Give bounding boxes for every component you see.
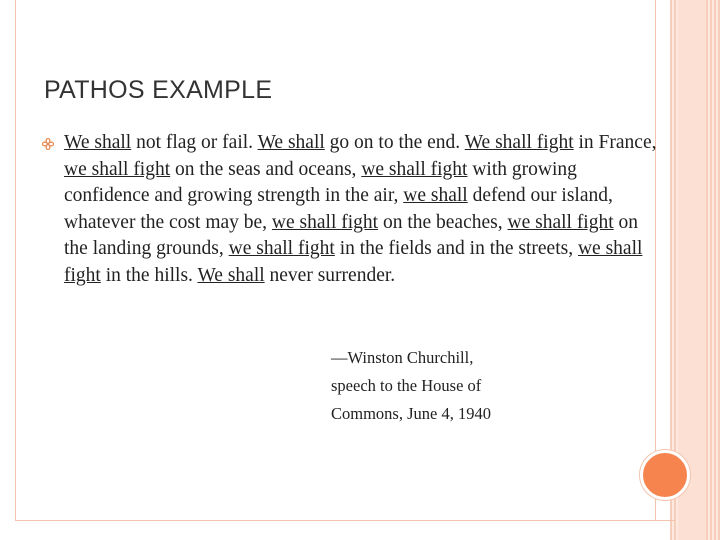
quote-underlined-segment: We shall <box>197 264 265 286</box>
attribution <box>331 344 491 428</box>
quote-underlined-segment: We shall <box>257 132 325 153</box>
quote-underlined-segment: we shall fight <box>228 238 335 260</box>
quote-segment: defend our island, whatever the cost may be, <box>64 185 613 233</box>
quote-underlined-segment: we shall fight <box>507 211 614 233</box>
slide-title: PATHOS EXAMPLE <box>44 76 273 104</box>
bottom-border-rule <box>15 520 675 521</box>
quote-segment: never surrender. <box>264 264 396 286</box>
quote-segment: in the hills. <box>100 264 198 286</box>
quote-underlined-segment: we shall fight <box>271 211 379 233</box>
decorative-circle <box>640 450 690 500</box>
quote-underlined-segment: We shall fight <box>464 132 574 153</box>
quote-segment: with growing confidence and growing strength in the air, <box>64 158 577 207</box>
quote-underlined-segment: we shall fight <box>64 158 171 180</box>
attribution-line: —Winston Churchill, <box>331 348 474 367</box>
quote-segment: in the fields and in the streets, <box>334 238 578 260</box>
quote-text <box>64 130 664 290</box>
quote-segment: on the landing grounds, <box>64 211 639 260</box>
quote-underlined-segment: We shall <box>64 132 132 153</box>
quote-segment: go on to the end. <box>324 132 465 153</box>
attribution-line: Commons, June 4, 1940 <box>331 404 491 423</box>
quote-segment: on the seas and oceans, <box>170 158 362 180</box>
flower-bullet-icon <box>42 138 54 150</box>
quote-segment: in France, <box>573 132 657 153</box>
quote-underlined-segment: we shall fight <box>361 158 468 180</box>
attribution-line: speech to the House of <box>331 376 482 395</box>
quote-underlined-segment: we shall fight <box>64 238 643 286</box>
quote-underlined-segment: we shall <box>403 185 468 207</box>
quote-segment: not flag or fail. <box>131 132 258 153</box>
quote-segment: on the beaches, <box>378 211 508 233</box>
